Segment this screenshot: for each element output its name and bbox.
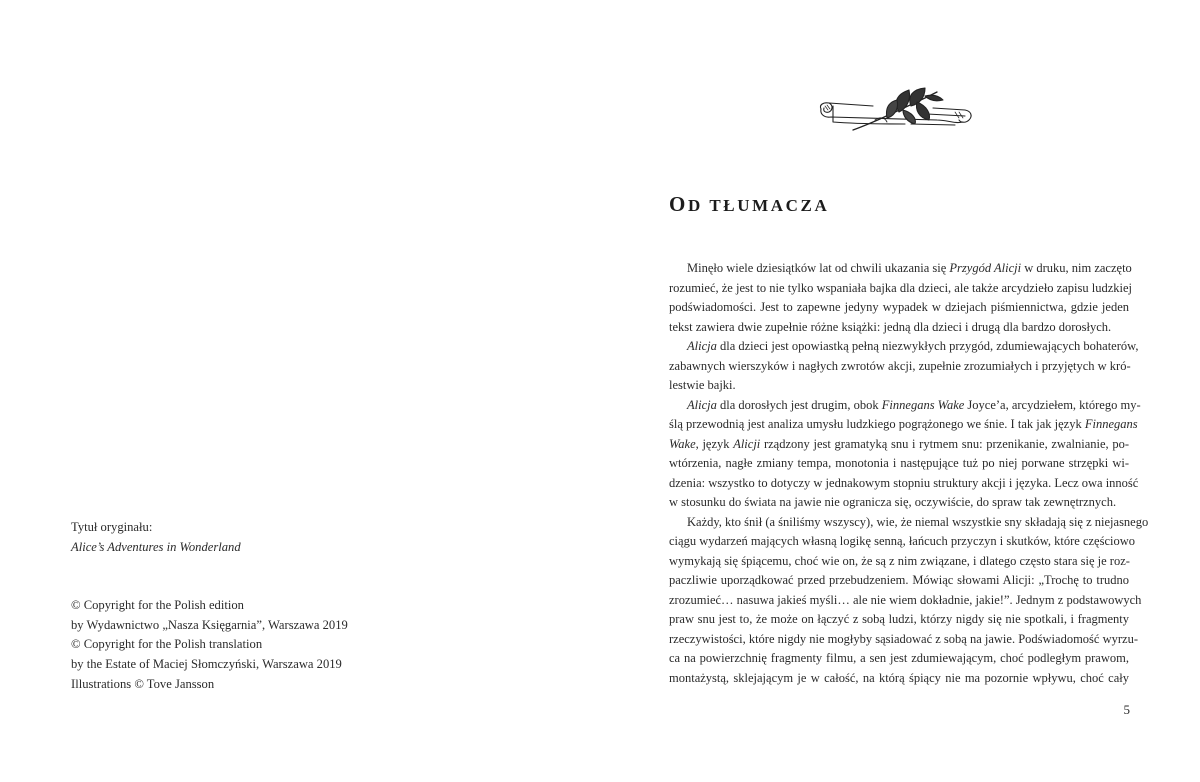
text-run: podświadomości. Jest to zapewne jedyny wypadek w dziejach piśmiennictwa, gdzie jeden [669,300,1129,314]
text-run: montażystą, sklejającym je w całość, na którą śpiący nie ma pozornie wpływu, choć cały [669,670,1129,685]
text-line [669,591,1142,611]
text-line [669,415,1138,435]
text-run: rządzony jest gramatyką snu i rytmem snu: przenikanie, zwalnianie, po- [760,436,1129,451]
body-text [669,259,1149,688]
italic-run: Alicja [687,339,717,353]
text-run: praw snu jest to, że może on łączyć z sobą ludzi, którzy nigdy się nie spotkali, i fragmenty [669,612,1129,626]
text-run: paczliwie uporządkować przed przebudzeniem. Mówiąc słowami Alicji: „Trochę to trudno [669,573,1129,587]
text-run: ciągu wydarzeń mających własną logikę senną, łańcuch przyczyn i skutków, które częściowo [669,534,1136,548]
text-run: Joyce’a, arcydziełem, którego my- [964,397,1141,412]
chapter-title-rest: D TŁUMACZA [687,196,830,215]
text-line [669,357,1129,377]
text-run: w druku, nim zaczęto [1021,261,1132,275]
text-line [669,259,1132,279]
italic-run: Alicja [687,397,717,412]
text-run: ca na powierzchnię fragmenty filmu, a sen jest zdumiewającym, choć podległym prawom, [669,651,1129,665]
text-run: ślą przewodnią jest analiza umysłu ludzkiego pogrążonego we śnie. I tak jak język [669,417,1085,431]
copyright-line: Illustrations © Tove Jansson [71,676,215,691]
text-run: tekst zawiera dwie zupełnie różne książki: jedną dla dzieci i drugą dla bardzo dorosłych. [669,319,1112,334]
text-run: zrozumieć… nasuwa jakieś myśli… ale nie wiem dokładnie, jakie!”. Jednym z podstawowych [669,592,1142,607]
copyright-line: by the Estate of Maciej Słomczyński, Warszawa 2019 [71,656,342,671]
text-line [669,474,1139,494]
text-run: rzeczywistości, które nigdy nie mogłyby sąsiadować z sobą na jawie. Podświadomość wyrzu- [669,631,1138,646]
text-line [669,669,1129,689]
text-run: Każdy, kto śnił (a śniliśmy wszyscy), wie, że niemal wszystkie sny składają się z niejasnego [687,514,1149,529]
text-run: wtórzenia, nagłe zmiany tempa, monotonia i następujące tuż po niej porwane strzępki wi- [669,456,1129,470]
italic-run: Przygód Alicji [949,261,1022,275]
text-line [669,649,1129,669]
text-line [669,532,1136,552]
text-run: dla dzieci jest opowiastką pełną niezwykłych przygód, zdumiewających bohaterów, [716,339,1139,353]
text-run: Minęło wiele dziesiątków lat od chwili ukazania się [687,261,950,275]
text-line [669,298,1129,318]
copyright-line: © Copyright for the Polish edition [71,598,244,613]
text-line [669,552,1129,572]
text-run: w stosunku do świata na jawie nie ogranicza się, oczywiście, do spraw tak zewnętrznych. [669,495,1117,509]
original-title-label: Tytuł oryginału: [71,520,153,534]
page-number: 5 [1123,702,1130,717]
text-run: , język [695,436,734,451]
copyright-line: © Copyright for the Polish translation [71,637,263,652]
text-line [669,279,1132,299]
text-run: zabawnych wierszyków i nagłych zwrotów akcji, zupełnie zrozumiałych i przyjętych w kró- [669,358,1131,373]
colophon-spacer [71,557,491,596]
italic-run: Alicji [733,436,761,451]
text-run: dla dorosłych jest drugim, obok [716,397,882,412]
colophon [71,518,491,694]
italic-run: Finnegans Wake [881,397,965,412]
text-line [669,435,1129,455]
copyright-line: by Wydawnictwo „Nasza Księgarnia”, Warszawa 2019 [71,617,348,632]
italic-run: Wake [669,436,696,451]
chapter-title-initial: O [669,192,688,216]
text-run: dzenia: wszystko to dotyczy w jednakowym stopniu struktury akcji i języka. Lecz owa inność [669,475,1139,490]
text-line [669,376,1129,396]
text-line [669,396,1141,416]
text-line [669,630,1138,650]
text-run: lestwie bajki. [669,378,736,392]
text-line [669,610,1129,630]
original-title: Alice’s Adventures in Wonderland [71,539,241,554]
text-line [669,513,1149,533]
text-run: wymykają się śpiącemu, choć wie on, że są z nim związane, i dlatego często stara się je roz- [669,553,1130,568]
italic-run: Finnegans [1084,417,1138,431]
chapter-title [669,192,829,217]
text-run: rozumieć, że jest to nie tylko wspaniała bajka dla dzieci, ale także arcydzieło zapisu ludzkiej [669,280,1132,295]
text-line [669,318,1129,338]
text-line [669,493,1129,513]
laurel-scroll-icon [815,86,975,134]
text-line [669,337,1139,357]
text-line [669,454,1129,474]
text-line [669,571,1129,591]
